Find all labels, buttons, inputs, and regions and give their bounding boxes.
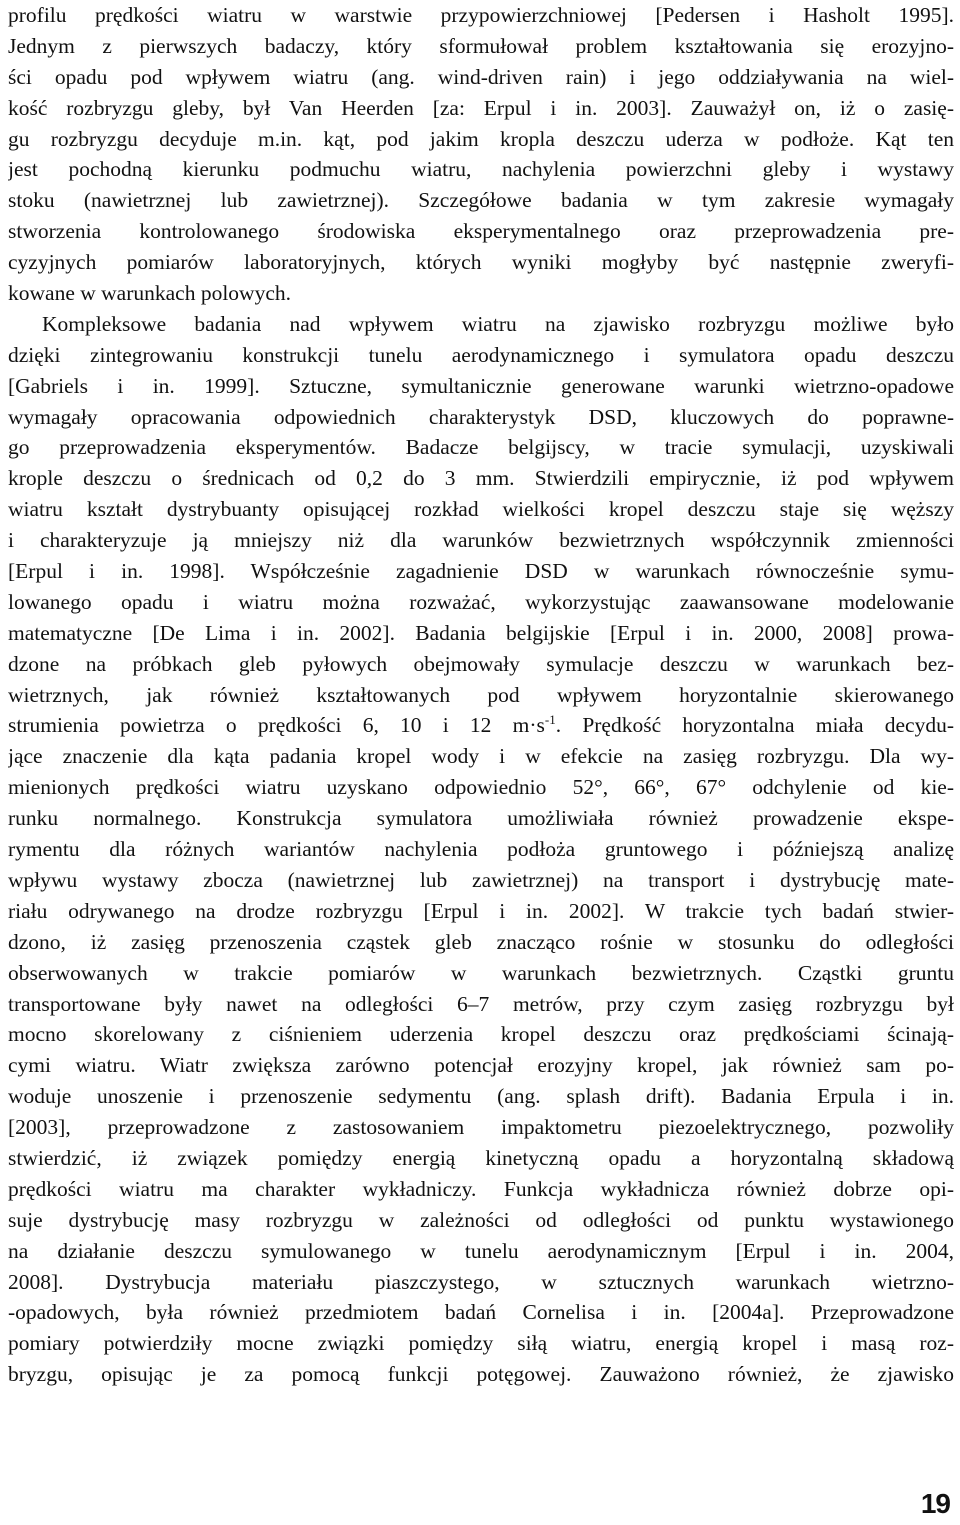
- text-line-content: runku normalnego. Konstrukcja symulatora umożliwiała również prowadzenie ekspe-: [8, 806, 954, 831]
- text-line-content: suje dystrybucję masy rozbryzgu w zależności od odległości od punktu wystawionego: [8, 1207, 954, 1232]
- text-line-content: jące znaczenie dla kąta padania kropel wody i w efekcie na zasięg rozbryzgu. Dla wy-: [8, 744, 954, 769]
- text-line: [8, 772, 954, 803]
- text-line: [8, 1112, 954, 1143]
- text-line-content: cyzyjnych pomiarów laboratoryjnych, których wyniki mogłyby być następnie zweryfi-: [8, 250, 954, 275]
- text-line-content: bryzgu, opisując je za pomocą funkcji potęgowej. Zauważono również, że zjawisko: [8, 1362, 954, 1387]
- page-number: 19: [920, 1488, 950, 1519]
- text-line-content: obserwowanych w trakcie pomiarów w warunkach bezwietrznych. Cząstki gruntu: [8, 960, 954, 985]
- text-line: [8, 896, 954, 927]
- text-line: [8, 402, 954, 433]
- text-line-content: transportowane były nawet na odległości 6–7 metrów, przy czym zasięg rozbryzgu był: [8, 991, 954, 1016]
- text-line: [8, 1297, 954, 1328]
- text-line: [8, 463, 954, 494]
- text-line-content: -opadowych, była również przedmiotem badań Cornelisa i in. [2004a]. Przeprowadzone: [8, 1300, 954, 1325]
- text-line-content: na działanie deszczu symulowanego w tunelu aerodynamicznym [Erpul i in. 2004,: [8, 1238, 954, 1263]
- text-line-content: strumienia powietrza o prędkości 6, 10 i 12 m·s: [8, 713, 545, 738]
- text-line-content: Kompleksowe badania nad wpływem wiatru na zjawisko rozbryzgu możliwe było: [42, 311, 954, 336]
- text-line-content: mocno skorelowany z ciśnieniem uderzenia kropel deszczu oraz prędkościami ścinają-: [8, 1022, 954, 1047]
- text-line-content: krople deszczu o średnicach od 0,2 do 3 mm. Stwierdzili empirycznie, iż pod wpływem: [8, 466, 954, 491]
- text-line-content: rymentu dla różnych wariantów nachylenia podłoża gruntowego i późniejszą analizę: [8, 837, 954, 862]
- text-line: [8, 556, 954, 587]
- text-line: [8, 834, 954, 865]
- text-line: [8, 1328, 954, 1359]
- text-line: [8, 1050, 954, 1081]
- text-line: [8, 278, 954, 309]
- text-line-content: i charakteryzuje ją mniejszy niż dla warunków bezwietrznych współczynnik zmienności: [8, 528, 954, 553]
- text-line: [8, 1267, 954, 1298]
- text-line-content: dzone na próbkach gleb pyłowych obejmowały symulacje deszczu w warunkach bez-: [8, 651, 954, 676]
- text-line: [8, 309, 954, 340]
- text-line: [8, 525, 954, 556]
- text-line-content: wpływu wystawy zbocza (nawietrznej lub zawietrznej) na transport i dystrybucję mate-: [8, 867, 954, 892]
- text-line-content: mienionych prędkości wiatru uzyskano odpowiednio 52°, 66°, 67° odchylenie od kie-: [8, 775, 954, 800]
- text-line-content: woduje unoszenie i przenoszenie sedymentu (ang. splash drift). Badania Erpula i in.: [8, 1084, 954, 1109]
- text-line-content: wietrznych, jak również kształtowanych pod wpływem horyzontalnie skierowanego: [8, 682, 954, 707]
- text-line: [8, 31, 954, 62]
- text-line: [8, 618, 954, 649]
- text-line-content: matematyczne [De Lima i in. 2002]. Badania belgijskie [Erpul i in. 2000, 2008] prowa-: [8, 620, 954, 645]
- text-line: [8, 1236, 954, 1267]
- text-line: [8, 741, 954, 772]
- text-line-content: pomiary potwierdziły mocne związki pomiędzy siłą wiatru, energią kropel i masą roz-: [8, 1331, 954, 1356]
- text-line-content: go przeprowadzenia eksperymentów. Badacze belgijscy, w tracie symulacji, uzyskiwali: [8, 435, 954, 460]
- text-line-content: Jednym z pierwszych badaczy, który sformułował problem kształtowania się erozyjno-: [8, 33, 954, 58]
- text-line: [8, 1019, 954, 1050]
- text-line: [8, 649, 954, 680]
- text-line-content: profilu prędkości wiatru w warstwie przypowierzchniowej [Pedersen i Hasholt 1995].: [8, 3, 954, 27]
- text-line-content: kość rozbryzgu gleby, był Van Heerden [za: Erpul i in. 2003]. Zauważył on, iż o zasię-: [8, 95, 954, 120]
- text-line: [8, 216, 954, 247]
- text-line: [8, 62, 954, 93]
- text-line: [8, 958, 954, 989]
- text-line-content: stoku (nawietrznej lub zawietrznej). Szczegółowe badania w tym zakresie wymagały: [8, 188, 954, 213]
- text-line-content: [Erpul i in. 1998]. Współcześnie zagadnienie DSD w warunkach równocześnie symu-: [8, 559, 954, 584]
- text-line-content: dzięki zintegrowaniu konstrukcji tunelu aerodynamicznego i symulatora opadu deszczu: [8, 342, 954, 367]
- text-line-continuation: . Prędkość horyzontalna miała decydu-: [555, 713, 954, 738]
- text-line: [8, 1359, 954, 1390]
- text-line: [8, 989, 954, 1020]
- text-line-content: kowane w warunkach polowych.: [8, 281, 291, 306]
- document-body: [8, 0, 954, 1390]
- text-line: [8, 865, 954, 896]
- text-line-content: riału odrywanego na drodze rozbryzgu [Erpul i in. 2002]. W trakcie tych badań stwier-: [8, 898, 954, 923]
- superscript: -1: [544, 712, 556, 728]
- text-line-content: [2003], przeprowadzone z zastosowaniem impaktometru piezoelektrycznego, pozwoliły: [8, 1115, 954, 1140]
- text-line: [8, 1143, 954, 1174]
- text-line: [8, 927, 954, 958]
- text-line: [8, 124, 954, 155]
- text-line-content: ści opadu pod wpływem wiatru (ang. wind-driven rain) i jego oddziaływania na wiel-: [8, 64, 954, 89]
- text-line: [8, 710, 954, 741]
- text-line-content: stworzenia kontrolowanego środowiska eksperymentalnego oraz przeprowadzenia pre-: [8, 219, 954, 244]
- text-line: [8, 340, 954, 371]
- text-line: [8, 432, 954, 463]
- text-line: [8, 185, 954, 216]
- text-line-content: 2008]. Dystrybucja materiału piaszczystego, w sztucznych warunkach wietrzno-: [8, 1269, 954, 1294]
- text-line: [8, 1081, 954, 1112]
- text-line: [8, 494, 954, 525]
- text-line: [8, 680, 954, 711]
- text-line: [8, 154, 954, 185]
- text-line-content: cymi wiatru. Wiatr zwiększa zarówno potencjał erozyjny kropel, jak również sam po-: [8, 1053, 954, 1078]
- text-line-content: dzono, iż zasięg przenoszenia cząstek gleb znacząco rośnie w stosunku do odległości: [8, 929, 954, 954]
- text-line: [8, 93, 954, 124]
- text-line: [8, 371, 954, 402]
- text-line-content: gu rozbryzgu decyduje m.in. kąt, pod jakim kropla deszczu uderza w podłoże. Kąt ten: [8, 126, 954, 151]
- text-line: [8, 587, 954, 618]
- text-line: [8, 803, 954, 834]
- text-line: [8, 1174, 954, 1205]
- text-line: [8, 0, 954, 31]
- text-line-content: prędkości wiatru ma charakter wykładniczy. Funkcja wykładnicza również dobrze opi-: [8, 1176, 954, 1201]
- text-line-content: [Gabriels i in. 1999]. Sztuczne, symultanicznie generowane warunki wietrzno-opadowe: [8, 373, 954, 398]
- text-line-content: lowanego opadu i wiatru można rozważać, wykorzystując zaawansowane modelowanie: [8, 589, 954, 614]
- text-line-content: wiatru kształt dystrybuanty opisującej rozkład wielkości kropel deszczu staje się węższy: [8, 497, 954, 522]
- text-line: [8, 247, 954, 278]
- text-line: [8, 1205, 954, 1236]
- text-line-content: wymagały opracowania odpowiednich charakterystyk DSD, kluczowych do poprawne-: [8, 404, 954, 429]
- text-line-content: stwierdzić, iż związek pomiędzy energią kinetyczną opadu a horyzontalną składową: [8, 1145, 954, 1170]
- text-line-content: jest pochodną kierunku podmuchu wiatru, nachylenia powierzchni gleby i wystawy: [8, 157, 954, 182]
